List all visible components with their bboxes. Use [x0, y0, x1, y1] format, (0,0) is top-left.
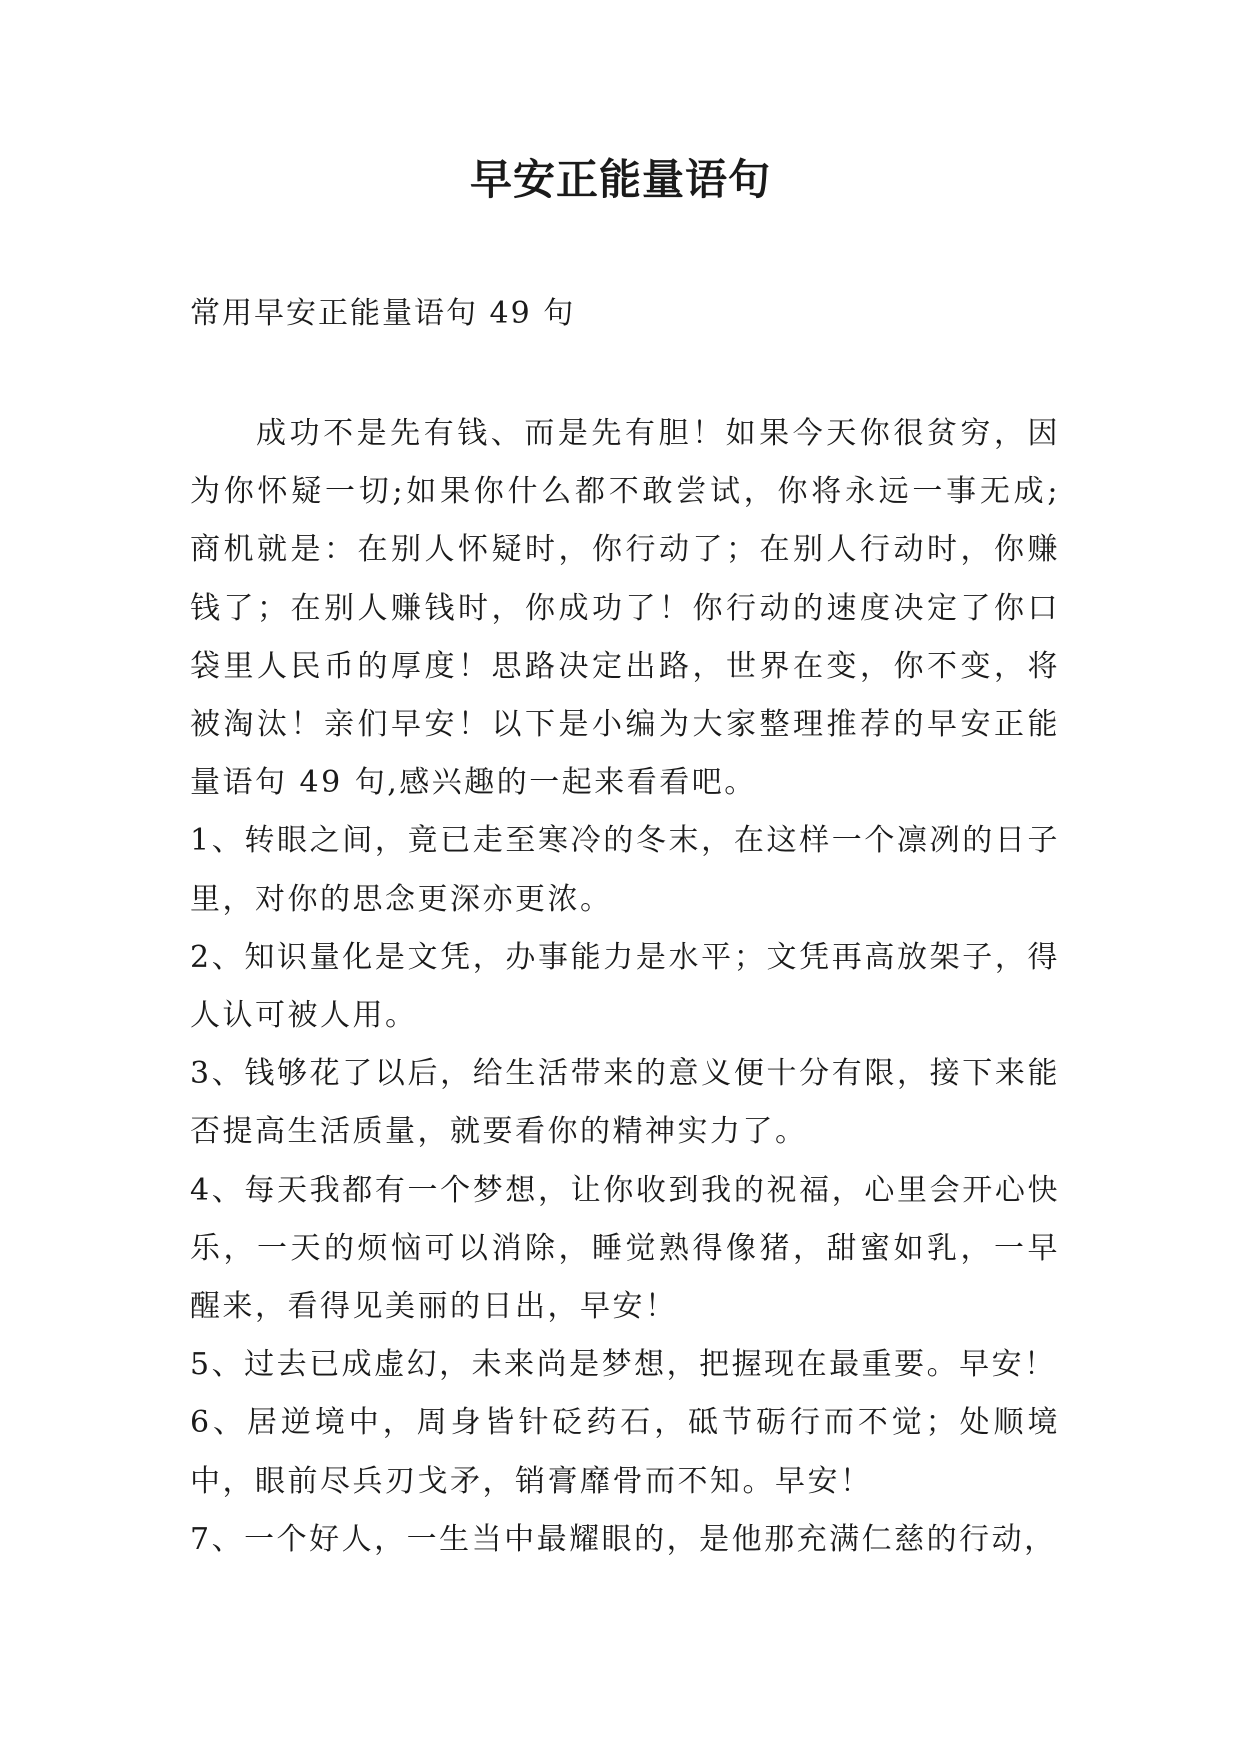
list-item: 2、知识量化是文凭，办事能力是水平；文凭再高放架子，得人认可被人用。 [190, 939, 1060, 1034]
list-item: 3、钱够花了以后，给生活带来的意义便十分有限，接下来能否提高生活质量，就要看你的精神实力了。 [190, 1056, 1060, 1150]
list-item: 7、一个好人，一生当中最耀眼的，是他那充满仁慈的行动， [190, 1521, 1057, 1557]
list-item: 6、居逆境中，周身皆针砭药石，砥节砺行而不觉；处顺境中，眼前尽兵刃戈矛，销膏靡骨而不知。早安！ [190, 1405, 1060, 1499]
list-item: 5、过去已成虚幻，未来尚是梦想，把握现在最重要。早安！ [190, 1347, 1057, 1383]
list-item: 1、转眼之间，竟已走至寒冷的冬末，在这样一个凛冽的日子里，对你的思念更深亦更浓。 [190, 823, 1060, 917]
list-item: 4、每天我都有一个梦想，让你收到我的祝福，心里会开心快乐，一天的烦恼可以消除，睡觉熟得像猪，甜蜜如乳，一早醒来，看得见美丽的日出，早安！ [190, 1172, 1060, 1325]
document-body [190, 405, 1060, 1569]
document-subtitle: 常用早安正能量语句 49 句 [190, 296, 576, 331]
document-title: 早安正能量语句 [469, 155, 771, 204]
intro-paragraph: 成功不是先有钱、而是先有胆！如果今天你很贫穷，因为你怀疑一切;如果你什么都不敢尝试，你将永远一事无成;商机就是：在别人怀疑时，你行动了；在别人行动时，你赚钱了；在别人赚钱时，你成功了！你行动的速度决定了你口袋里人民币的厚度！思路决定出路，世界在变，你不变，将被淘汰！亲们早安！以下是小编为大家整理推荐的早安正能量语句 49 句,感兴趣的一起来看看吧。 [190, 416, 1060, 801]
